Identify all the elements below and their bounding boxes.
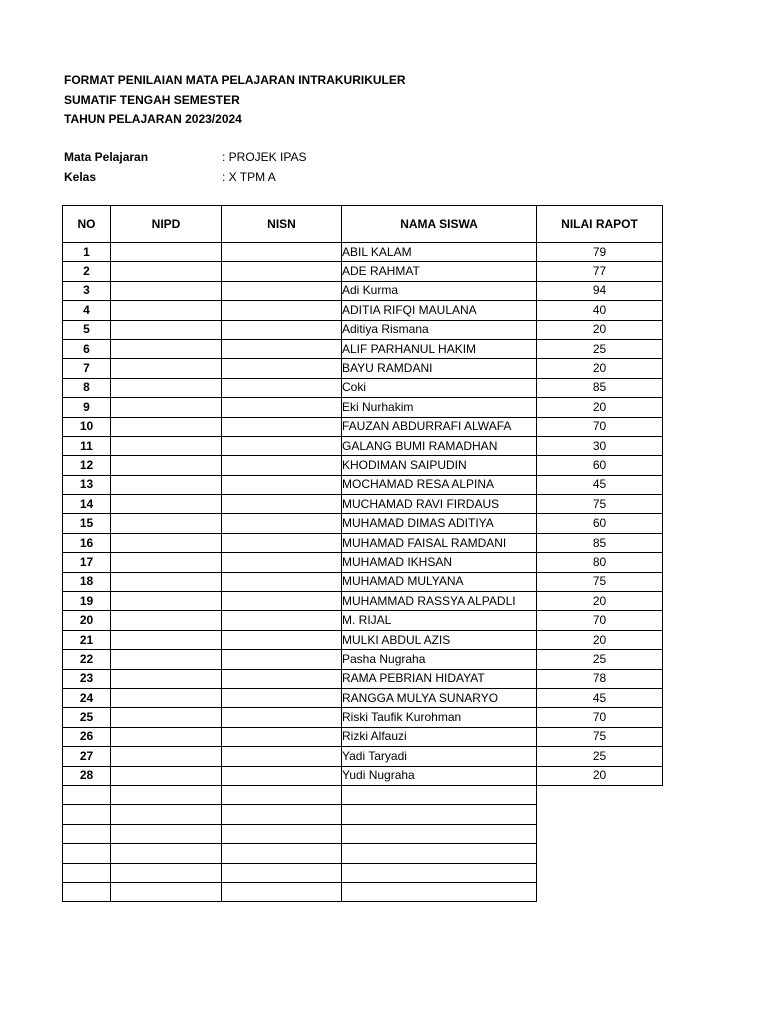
cell-nama: Riski Taufik Kurohman (342, 708, 537, 727)
cell-nipd (111, 320, 222, 339)
cell-nilai: 25 (537, 747, 663, 766)
table-row (63, 495, 663, 514)
cell-nilai: 20 (537, 398, 663, 417)
cell-nipd (111, 863, 222, 882)
cell-nipd (111, 785, 222, 804)
cell-nisn (222, 766, 342, 785)
cell-nilai: 20 (537, 320, 663, 339)
cell-nilai: 20 (537, 630, 663, 649)
cell-nama: RANGGA MULYA SUNARYO (342, 688, 537, 707)
cell-nilai: 85 (537, 378, 663, 397)
cell-nisn (222, 339, 342, 358)
cell-no: 22 (63, 650, 111, 669)
cell-no (63, 844, 111, 863)
cell-nama: M. RIJAL (342, 611, 537, 630)
empty-row (63, 824, 663, 843)
cell-nisn (222, 611, 342, 630)
cell-nama: ABIL KALAM (342, 243, 537, 262)
cell-nama: Aditiya Rismana (342, 320, 537, 339)
cell-nipd (111, 844, 222, 863)
col-header-nipd: NIPD (111, 206, 222, 243)
col-header-nisn: NISN (222, 206, 342, 243)
cell-nipd (111, 805, 222, 824)
cell-nipd (111, 553, 222, 572)
cell-nipd (111, 747, 222, 766)
cell-nipd (111, 592, 222, 611)
cell-no: 4 (63, 301, 111, 320)
cell-nisn (222, 650, 342, 669)
cell-nipd (111, 456, 222, 475)
table-row (63, 592, 663, 611)
cell-nama: ALIF PARHANUL HAKIM (342, 339, 537, 358)
cell-nisn (222, 475, 342, 494)
grades-table (62, 205, 663, 902)
col-header-nama: NAMA SISWA (342, 206, 537, 243)
cell-nama: MUHAMAD IKHSAN (342, 553, 537, 572)
cell-nisn (222, 378, 342, 397)
empty-row (63, 882, 663, 901)
cell-nipd (111, 669, 222, 688)
cell-nisn (222, 572, 342, 591)
col-header-nilai: NILAI RAPOT (537, 206, 663, 243)
cell-nisn (222, 533, 342, 552)
cell-no: 7 (63, 359, 111, 378)
cell-nilai: 40 (537, 301, 663, 320)
cell-nilai: 20 (537, 766, 663, 785)
cell-nilai: 45 (537, 688, 663, 707)
cell-no: 19 (63, 592, 111, 611)
table-row (63, 611, 663, 630)
table-row (63, 630, 663, 649)
table-body (63, 243, 663, 902)
cell-nilai (537, 785, 663, 804)
cell-no: 21 (63, 630, 111, 649)
cell-nisn (222, 553, 342, 572)
cell-no: 12 (63, 456, 111, 475)
cell-no (63, 805, 111, 824)
cell-no: 25 (63, 708, 111, 727)
cell-nisn (222, 688, 342, 707)
cell-nipd (111, 475, 222, 494)
cell-nipd (111, 824, 222, 843)
cell-nama: MUHAMAD FAISAL RAMDANI (342, 533, 537, 552)
table-row (63, 456, 663, 475)
cell-nilai: 94 (537, 281, 663, 300)
cell-nilai (537, 844, 663, 863)
cell-nama: Pasha Nugraha (342, 650, 537, 669)
table-row (63, 747, 663, 766)
table-row (63, 708, 663, 727)
cell-nilai (537, 805, 663, 824)
cell-no (63, 863, 111, 882)
cell-nisn (222, 320, 342, 339)
cell-nisn (222, 281, 342, 300)
cell-nisn (222, 882, 342, 901)
cell-no: 17 (63, 553, 111, 572)
table-row (63, 320, 663, 339)
subject-label: Mata Pelajaran (64, 150, 149, 164)
cell-nama (342, 805, 537, 824)
cell-nilai: 77 (537, 262, 663, 281)
cell-no: 10 (63, 417, 111, 436)
cell-nilai: 30 (537, 436, 663, 455)
meta-class-row (64, 168, 306, 188)
cell-nama: Yudi Nugraha (342, 766, 537, 785)
header-subtitle: SUMATIF TENGAH SEMESTER (64, 92, 240, 107)
table-row (63, 417, 663, 436)
cell-nipd (111, 281, 222, 300)
cell-nilai: 75 (537, 495, 663, 514)
cell-no: 11 (63, 436, 111, 455)
cell-nama: Eki Nurhakim (342, 398, 537, 417)
table-row (63, 766, 663, 785)
cell-nilai: 25 (537, 650, 663, 669)
cell-no: 3 (63, 281, 111, 300)
cell-nilai: 60 (537, 456, 663, 475)
cell-no: 15 (63, 514, 111, 533)
cell-nisn (222, 785, 342, 804)
cell-nama (342, 882, 537, 901)
cell-nama: Yadi Taryadi (342, 747, 537, 766)
table-row (63, 398, 663, 417)
cell-no: 16 (63, 533, 111, 552)
cell-nipd (111, 495, 222, 514)
cell-nama: MUHAMMAD RASSYA ALPADLI (342, 592, 537, 611)
table-row (63, 301, 663, 320)
cell-nilai: 80 (537, 553, 663, 572)
cell-nisn (222, 805, 342, 824)
cell-nilai: 85 (537, 533, 663, 552)
cell-nisn (222, 262, 342, 281)
table-header-row (63, 206, 663, 243)
cell-nama: MUHAMAD MULYANA (342, 572, 537, 591)
cell-nama (342, 785, 537, 804)
cell-no: 8 (63, 378, 111, 397)
table-row (63, 262, 663, 281)
col-header-no: NO (63, 206, 111, 243)
cell-nisn (222, 436, 342, 455)
cell-no: 28 (63, 766, 111, 785)
cell-no: 26 (63, 727, 111, 746)
cell-nisn (222, 417, 342, 436)
cell-no: 1 (63, 243, 111, 262)
cell-no: 5 (63, 320, 111, 339)
cell-nama: MOCHAMAD RESA ALPINA (342, 475, 537, 494)
cell-nama: Rizki Alfauzi (342, 727, 537, 746)
cell-nipd (111, 533, 222, 552)
table-row (63, 533, 663, 552)
header-year: TAHUN PELAJARAN 2023/2024 (64, 112, 242, 126)
cell-nisn (222, 398, 342, 417)
cell-nama (342, 824, 537, 843)
cell-no (63, 824, 111, 843)
cell-nilai: 70 (537, 708, 663, 727)
cell-nipd (111, 398, 222, 417)
table-row (63, 475, 663, 494)
cell-nisn (222, 359, 342, 378)
cell-nisn (222, 243, 342, 262)
cell-nipd (111, 359, 222, 378)
cell-nilai: 79 (537, 243, 663, 262)
cell-no: 13 (63, 475, 111, 494)
header-title: FORMAT PENILAIAN MATA PELAJARAN INTRAKURIKULER (64, 73, 406, 87)
cell-nipd (111, 572, 222, 591)
table-row (63, 243, 663, 262)
cell-no: 2 (63, 262, 111, 281)
cell-nilai: 70 (537, 611, 663, 630)
cell-nisn (222, 824, 342, 843)
meta-subject-row (64, 148, 306, 168)
subject-value: : PROJEK IPAS (222, 150, 307, 164)
cell-nama: Adi Kurma (342, 281, 537, 300)
cell-no (63, 882, 111, 901)
cell-nama: ADE RAHMAT (342, 262, 537, 281)
cell-nama: MULKI ABDUL AZIS (342, 630, 537, 649)
cell-no (63, 785, 111, 804)
table-row (63, 514, 663, 533)
cell-nama: GALANG BUMI RAMADHAN (342, 436, 537, 455)
cell-nama (342, 863, 537, 882)
cell-nipd (111, 766, 222, 785)
cell-no: 24 (63, 688, 111, 707)
cell-nilai (537, 863, 663, 882)
table-row (63, 572, 663, 591)
table-row (63, 436, 663, 455)
table-row (63, 378, 663, 397)
cell-no: 6 (63, 339, 111, 358)
cell-nilai: 70 (537, 417, 663, 436)
empty-row (63, 785, 663, 804)
cell-nilai: 20 (537, 359, 663, 378)
class-label: Kelas (64, 169, 97, 184)
cell-nipd (111, 243, 222, 262)
cell-nipd (111, 727, 222, 746)
table-row (63, 669, 663, 688)
cell-nilai: 78 (537, 669, 663, 688)
cell-nilai: 75 (537, 727, 663, 746)
cell-nilai: 25 (537, 339, 663, 358)
empty-row (63, 863, 663, 882)
cell-nipd (111, 262, 222, 281)
empty-row (63, 844, 663, 863)
document-meta (64, 148, 306, 187)
cell-no: 20 (63, 611, 111, 630)
table-row (63, 553, 663, 572)
cell-nilai (537, 882, 663, 901)
cell-no: 18 (63, 572, 111, 591)
cell-nama: RAMA PEBRIAN HIDAYAT (342, 669, 537, 688)
table-row (63, 727, 663, 746)
table-row (63, 359, 663, 378)
cell-nipd (111, 378, 222, 397)
table-row (63, 281, 663, 300)
class-value: : X TPM A (222, 169, 276, 184)
cell-nama: KHODIMAN SAIPUDIN (342, 456, 537, 475)
cell-nisn (222, 863, 342, 882)
cell-nilai: 20 (537, 592, 663, 611)
table-row (63, 650, 663, 669)
cell-nipd (111, 301, 222, 320)
cell-nipd (111, 882, 222, 901)
cell-nilai: 75 (537, 572, 663, 591)
cell-nipd (111, 630, 222, 649)
cell-nisn (222, 727, 342, 746)
cell-nilai: 60 (537, 514, 663, 533)
cell-nisn (222, 669, 342, 688)
cell-nama: FAUZAN ABDURRAFI ALWAFA (342, 417, 537, 436)
cell-nisn (222, 592, 342, 611)
cell-nama: Coki (342, 378, 537, 397)
cell-nipd (111, 650, 222, 669)
cell-no: 27 (63, 747, 111, 766)
cell-nama: ADITIA RIFQI MAULANA (342, 301, 537, 320)
cell-no: 9 (63, 398, 111, 417)
cell-nipd (111, 688, 222, 707)
cell-nipd (111, 339, 222, 358)
cell-nisn (222, 747, 342, 766)
cell-nisn (222, 630, 342, 649)
cell-nisn (222, 708, 342, 727)
cell-nisn (222, 495, 342, 514)
cell-nama: MUHAMAD DIMAS ADITIYA (342, 514, 537, 533)
cell-nisn (222, 456, 342, 475)
cell-nipd (111, 514, 222, 533)
cell-nipd (111, 708, 222, 727)
cell-nilai (537, 824, 663, 843)
table-row (63, 688, 663, 707)
table-row (63, 339, 663, 358)
document-header (64, 71, 406, 130)
cell-nama: BAYU RAMDANI (342, 359, 537, 378)
cell-nipd (111, 611, 222, 630)
cell-nisn (222, 844, 342, 863)
cell-nilai: 45 (537, 475, 663, 494)
cell-nipd (111, 436, 222, 455)
cell-nama: MUCHAMAD RAVI FIRDAUS (342, 495, 537, 514)
cell-nama (342, 844, 537, 863)
cell-nisn (222, 514, 342, 533)
cell-no: 14 (63, 495, 111, 514)
empty-row (63, 805, 663, 824)
cell-nipd (111, 417, 222, 436)
cell-nisn (222, 301, 342, 320)
cell-no: 23 (63, 669, 111, 688)
